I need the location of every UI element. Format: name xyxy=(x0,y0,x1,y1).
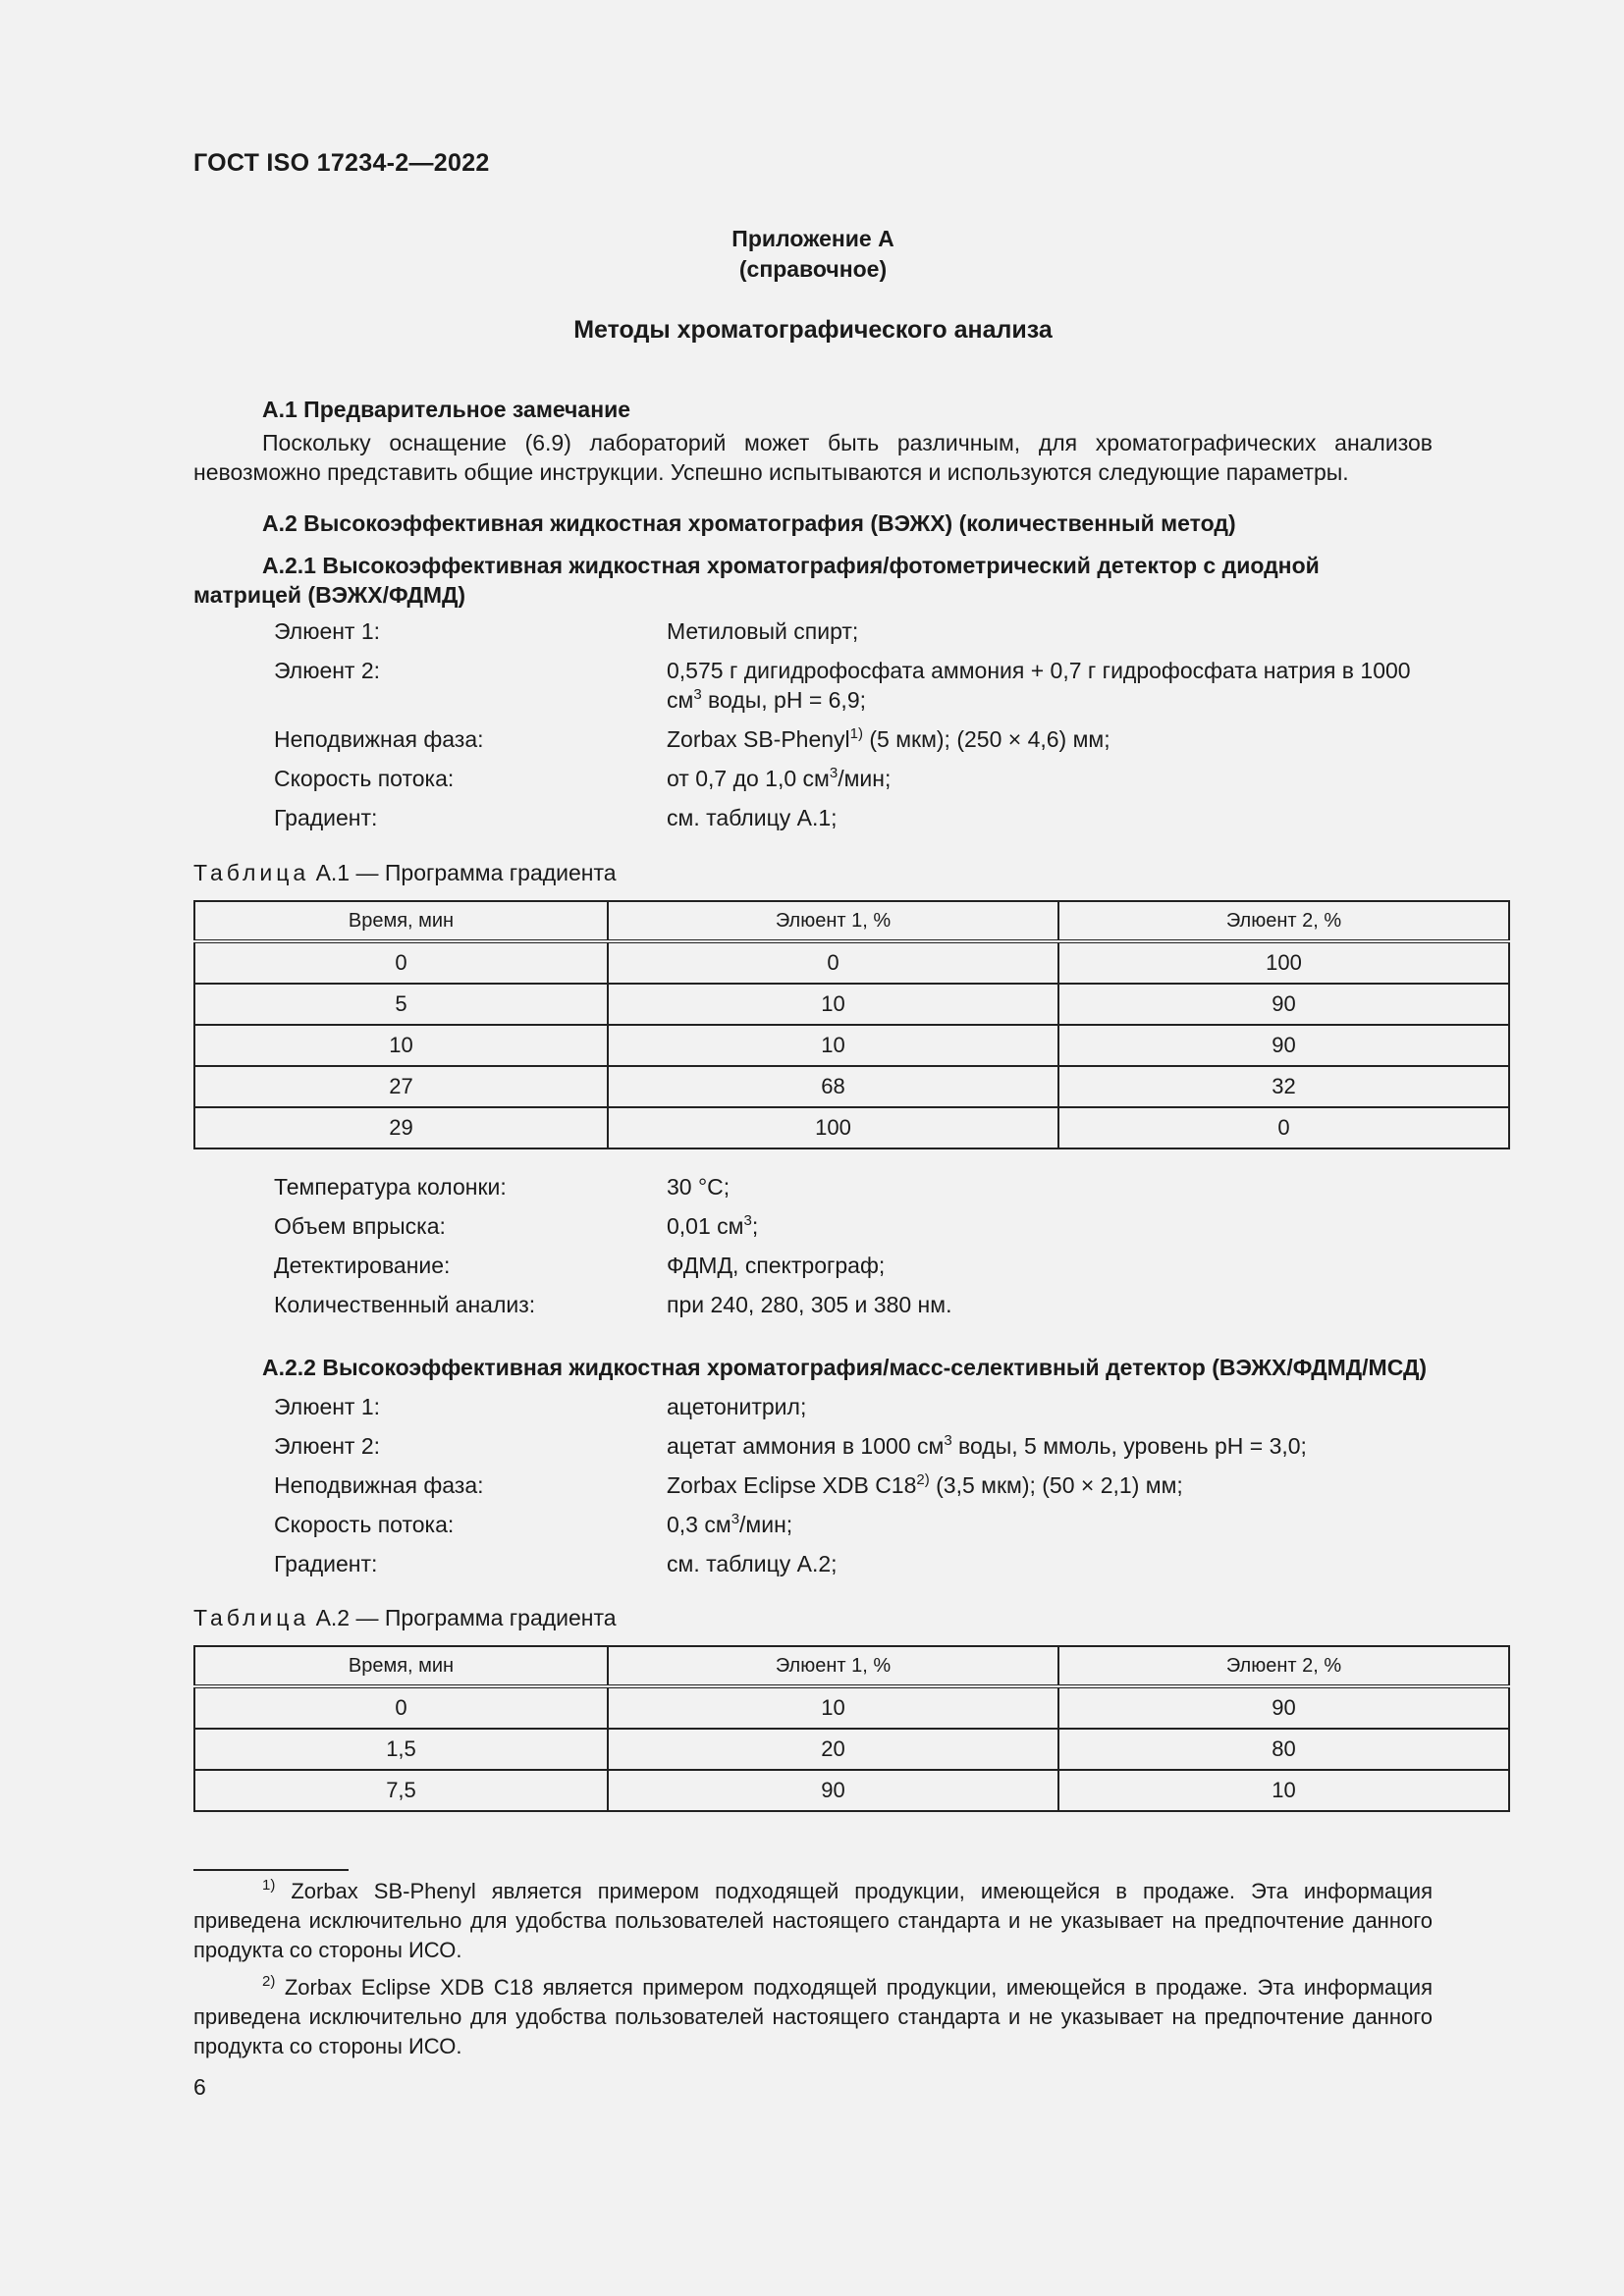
table-cell: 7,5 xyxy=(194,1770,608,1811)
section-a1-text: Поскольку оснащение (6.9) лабораторий может быть различным, для хроматографических анализов невозможно представить общие инструкции. Успешно испытываются и используются следующие параметры. xyxy=(193,430,1433,485)
param-label: Объем впрыска: xyxy=(274,1213,446,1239)
section-a2 xyxy=(193,508,1433,610)
table-cell: 0 xyxy=(1058,1107,1509,1148)
footnote-mark: 1) xyxy=(262,1877,276,1894)
table1-caption xyxy=(193,860,617,886)
param-label: Детектирование: xyxy=(274,1253,451,1278)
standard-code: ГОСТ ISO 17234-2—2022 xyxy=(193,149,490,177)
param-value-text: /мин; xyxy=(739,1512,793,1537)
table-cell: 10 xyxy=(608,984,1058,1025)
table-caption-text: А.2 — Программа градиента xyxy=(309,1605,617,1630)
annex-kind: (справочное) xyxy=(738,256,888,282)
table-header-row xyxy=(194,901,1509,941)
param-row xyxy=(274,1470,1433,1500)
param-value: ацетонитрил; xyxy=(667,1394,807,1419)
section-a1 xyxy=(193,395,1433,487)
param-value-text: (5 мкм); (250 × 4,6) мм; xyxy=(862,726,1110,752)
param-value-text: 0,3 см xyxy=(667,1512,731,1537)
table-cell: 0 xyxy=(608,941,1058,984)
param-row xyxy=(274,803,1433,832)
table-row xyxy=(194,941,1509,984)
param-value-text: 0,575 г дигидрофосфата аммония + 0,7 г гидрофосфата натрия в 1000 см xyxy=(667,658,1411,713)
param-value: Метиловый спирт; xyxy=(667,618,859,644)
param-label: Элюент 2: xyxy=(274,1433,381,1459)
footnote-1 xyxy=(193,1877,1433,1965)
param-value: см. таблицу А.1; xyxy=(667,805,838,830)
param-label: Количественный анализ: xyxy=(274,1292,536,1317)
param-value-text: от 0,7 до 1,0 см xyxy=(667,766,830,791)
column-header: Элюент 1, % xyxy=(608,901,1058,941)
footnote-text: Zorbax Eclipse XDB C18 является примером подходящей продукции, имеющейся в продаже. Эта информация приведена исключительно для удобства пользователей настоящего стандарта и не указывает на предпочтение данного продукта со стороны ИСО. xyxy=(193,1975,1433,2058)
annex-title: Приложение А xyxy=(731,226,894,251)
param-label: Неподвижная фаза: xyxy=(274,726,484,752)
param-row xyxy=(274,1431,1433,1461)
param-value xyxy=(667,656,1433,715)
table-row xyxy=(194,1066,1509,1107)
param-value-text: 0,01 см xyxy=(667,1213,744,1239)
param-value xyxy=(667,724,1433,754)
table-cell: 100 xyxy=(608,1107,1058,1148)
table-cell: 90 xyxy=(1058,984,1509,1025)
table-cell: 27 xyxy=(194,1066,608,1107)
table-header-row xyxy=(194,1646,1509,1686)
superscript: 3 xyxy=(829,765,839,781)
page-number: 6 xyxy=(193,2074,206,2100)
param-row xyxy=(274,1510,1433,1539)
param-value: 30 °С; xyxy=(667,1174,731,1200)
param-row xyxy=(274,1251,1433,1280)
param-value xyxy=(667,1431,1433,1461)
table-cell: 10 xyxy=(194,1025,608,1066)
a21-after-params xyxy=(193,1172,1433,1319)
column-header: Элюент 2, % xyxy=(1058,1646,1509,1686)
param-label: Скорость потока: xyxy=(274,1512,455,1537)
a21-params xyxy=(193,616,1433,832)
param-value-text: (3,5 мкм); (50 × 2,1) мм; xyxy=(929,1472,1183,1498)
param-value-text: воды, pH = 6,9; xyxy=(701,687,867,713)
footnote-ref: 2) xyxy=(916,1471,930,1488)
param-value xyxy=(667,764,1433,793)
param-label: Элюент 1: xyxy=(274,618,381,644)
table-caption-text: А.1 — Программа градиента xyxy=(309,860,617,885)
table-row xyxy=(194,1729,1509,1770)
param-row xyxy=(274,1392,1433,1421)
param-label: Элюент 1: xyxy=(274,1394,381,1419)
column-header: Элюент 1, % xyxy=(608,1646,1058,1686)
annex-heading: Методы хроматографического анализа xyxy=(573,316,1053,344)
table-cell: 90 xyxy=(1058,1686,1509,1729)
table-row xyxy=(194,1686,1509,1729)
table-cell: 68 xyxy=(608,1066,1058,1107)
table-cell: 0 xyxy=(194,1686,608,1729)
table-cell: 80 xyxy=(1058,1729,1509,1770)
table-cell: 90 xyxy=(608,1770,1058,1811)
table-cell: 10 xyxy=(608,1025,1058,1066)
param-value-text: ; xyxy=(751,1213,759,1239)
table-cell: 20 xyxy=(608,1729,1058,1770)
param-label: Скорость потока: xyxy=(274,766,455,791)
param-value-text: Zorbax Eclipse XDB C18 xyxy=(667,1472,917,1498)
param-value: см. таблицу А.2; xyxy=(667,1551,838,1576)
table-row xyxy=(194,1770,1509,1811)
table1-gradient xyxy=(193,900,1510,1149)
table-label: Таблица xyxy=(193,1605,310,1630)
param-row xyxy=(274,616,1433,646)
param-row xyxy=(274,1211,1433,1241)
table-cell: 100 xyxy=(1058,941,1509,984)
annex-title-block xyxy=(193,224,1433,285)
param-row xyxy=(274,1172,1433,1201)
param-row xyxy=(274,1290,1433,1319)
table-cell: 10 xyxy=(608,1686,1058,1729)
column-header: Время, мин xyxy=(194,901,608,941)
param-label: Элюент 2: xyxy=(274,658,381,683)
param-value-text: ацетат аммония в 1000 см xyxy=(667,1433,945,1459)
section-a21-heading: А.2.1 Высокоэффективная жидкостная хроматография/фотометрический детектор с диодной матрицей (ВЭЖХ/ФДМД) xyxy=(193,553,1320,608)
superscript: 3 xyxy=(693,686,702,703)
param-value: при 240, 280, 305 и 380 нм. xyxy=(667,1292,952,1317)
table-cell: 1,5 xyxy=(194,1729,608,1770)
param-value xyxy=(667,1510,1433,1539)
footnote-mark: 2) xyxy=(262,1973,276,1990)
section-a22 xyxy=(193,1353,1433,1578)
section-a1-heading: А.1 Предварительное замечание xyxy=(262,397,631,422)
footnote-2 xyxy=(193,1973,1433,2061)
table-cell: 5 xyxy=(194,984,608,1025)
table-cell: 32 xyxy=(1058,1066,1509,1107)
param-value-text: /мин; xyxy=(838,766,892,791)
param-label: Температура колонки: xyxy=(274,1174,507,1200)
table-row xyxy=(194,1025,1509,1066)
table-row xyxy=(194,984,1509,1025)
section-a2-heading: А.2 Высокоэффективная жидкостная хроматография (ВЭЖХ) (количественный метод) xyxy=(262,510,1236,536)
superscript: 3 xyxy=(731,1511,740,1527)
section-a22-heading: А.2.2 Высокоэффективная жидкостная хроматография/масс-селективный детектор (ВЭЖХ/ФДМД/МСД) xyxy=(262,1355,1428,1380)
column-header: Элюент 2, % xyxy=(1058,901,1509,941)
table-row xyxy=(194,1107,1509,1148)
footnote-text: Zorbax SB-Phenyl является примером подходящей продукции, имеющейся в продаже. Эта информация приведена исключительно для удобства пользователей настоящего стандарта и не указывает на предпочтение данного продукта со стороны ИСО. xyxy=(193,1879,1433,1962)
param-label: Градиент: xyxy=(274,1551,378,1576)
column-header: Время, мин xyxy=(194,1646,608,1686)
param-value xyxy=(667,1470,1433,1500)
superscript: 3 xyxy=(944,1432,952,1449)
table2-gradient xyxy=(193,1645,1510,1812)
footnote-ref: 1) xyxy=(849,725,863,742)
param-label: Градиент: xyxy=(274,805,378,830)
table-cell: 10 xyxy=(1058,1770,1509,1811)
param-row xyxy=(274,1549,1433,1578)
table-cell: 90 xyxy=(1058,1025,1509,1066)
param-row xyxy=(274,764,1433,793)
param-row xyxy=(274,656,1433,715)
param-value-text: Zorbax SB-Phenyl xyxy=(667,726,850,752)
superscript: 3 xyxy=(743,1212,752,1229)
table-cell: 0 xyxy=(194,941,608,984)
param-value xyxy=(667,1211,1433,1241)
table-label: Таблица xyxy=(193,860,310,885)
table2-caption xyxy=(193,1605,617,1631)
table-cell: 29 xyxy=(194,1107,608,1148)
param-value-text: воды, 5 ммоль, уровень pH = 3,0; xyxy=(951,1433,1307,1459)
param-label: Неподвижная фаза: xyxy=(274,1472,484,1498)
footnote-separator xyxy=(193,1869,349,1871)
param-row xyxy=(274,724,1433,754)
param-value: ФДМД, спектрограф; xyxy=(667,1253,886,1278)
